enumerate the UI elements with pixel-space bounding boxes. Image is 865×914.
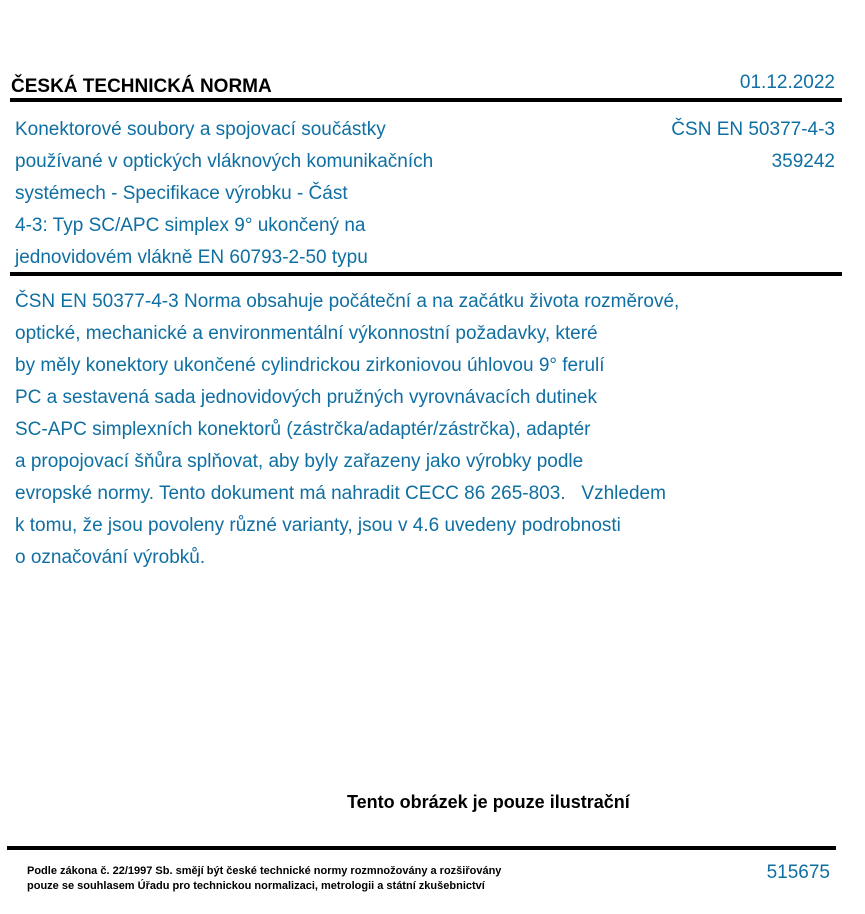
title-divider: [10, 272, 842, 276]
abstract-line: optické, mechanické a environmentální výkonnostní požadavky, které: [15, 323, 598, 344]
document-title-line: systémech - Specifikace výrobku - Část: [15, 183, 348, 204]
legal-notice-line: Podle zákona č. 22/1997 Sb. smějí být české technické normy rozmnožovány a rozšiřovány: [27, 865, 502, 877]
publication-date: 01.12.2022: [739, 72, 835, 93]
abstract-line: a propojovací šňůra splňovat, aby byly zařazeny jako výrobky podle: [15, 451, 584, 472]
standard-code: ČSN EN 50377-4-3: [671, 119, 835, 140]
document-title-line: jednovidovém vlákně EN 60793-2-50 typu: [15, 247, 368, 268]
document-title-line: používané v optických vláknových komunikačních: [15, 151, 434, 172]
abstract-line: k tomu, že jsou povoleny různé varianty, jsou v 4.6 uvedeny podrobnosti: [15, 515, 621, 536]
document-title: [15, 114, 535, 274]
header-divider: [10, 98, 842, 102]
illustration-note: Tento obrázek je pouze ilustrační: [347, 792, 630, 812]
norm-header-title: ČESKÁ TECHNICKÁ NORMA: [11, 76, 272, 97]
abstract-line: evropské normy. Tento dokument má nahradit CECC 86 265-803. Vzhledem: [15, 483, 666, 504]
document-title-line: 4-3: Typ SC/APC simplex 9° ukončený na: [15, 215, 366, 236]
abstract-line: SC-APC simplexních konektorů (zástrčka/adaptér/zástrčka), adaptér: [15, 419, 591, 440]
catalog-number: 359242: [771, 151, 835, 172]
abstract-line: by měly konektory ukončené cylindrickou zirkoniovou úhlovou 9° ferulí: [15, 355, 605, 376]
legal-notice: [27, 864, 501, 894]
document-number: 515675: [766, 862, 830, 883]
legal-notice-line: pouze se souhlasem Úřadu pro technickou normalizaci, metrologii a státní zkušebnictví: [27, 880, 485, 892]
abstract-line: PC a sestavená sada jednovidových pružných vyrovnávacích dutinek: [15, 387, 597, 408]
abstract-text: [15, 286, 835, 574]
abstract-line: o označování výrobků.: [15, 547, 206, 568]
document-title-line: Konektorové soubory a spojovací součástky: [15, 119, 386, 140]
abstract-line: ČSN EN 50377-4-3 Norma obsahuje počáteční a na začátku života rozměrové,: [15, 291, 680, 312]
document-identifiers: [671, 114, 835, 178]
footer-divider: [7, 846, 836, 850]
